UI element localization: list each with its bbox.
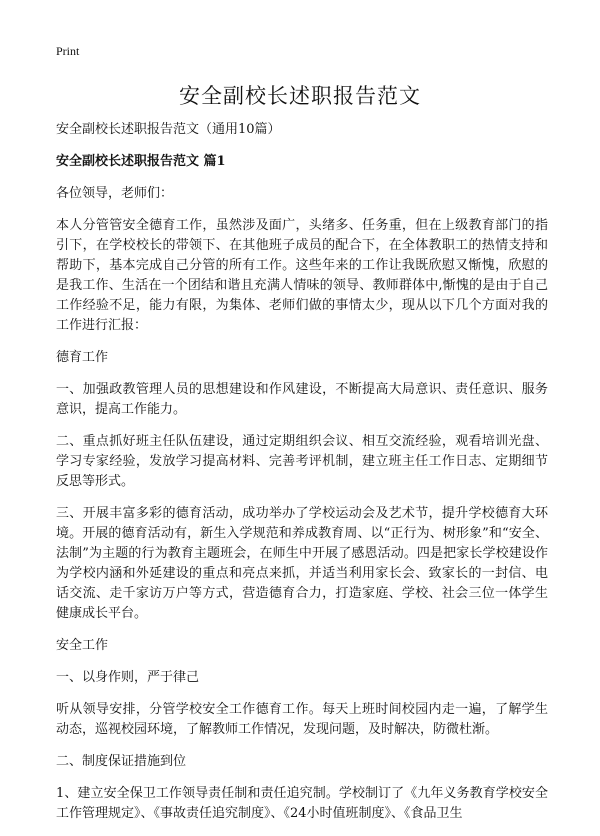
paragraph-greeting: 各位领导，老师们： (56, 186, 174, 201)
subheading-safety: 安全工作 (56, 638, 109, 653)
section-heading: 安全副校长述职报告范文 篇1 (56, 154, 226, 169)
paragraph-moral-1: 一、加强政教管理人员的思想建设和作风建设，不断提高大局意识、责任意识、服务意识，提高工作能力。 (56, 382, 548, 417)
paragraph-safety-2-title: 二、制度保证措施到位 (56, 754, 187, 769)
subheading-moral-education: 德育工作 (56, 350, 109, 365)
paragraph-safety-1-title: 一、以身作则，严于律己 (56, 670, 200, 685)
document-subtitle: 安全副校长述职报告范文（通用10篇） (56, 122, 281, 137)
document-title: 安全副校长述职报告范文 (179, 84, 421, 108)
paragraph-moral-3: 三、开展丰富多彩的德育活动，成功举办了学校运动会及艺术节，提升学校德育大环境。开展的德育活动有，新生入学规范和养成教育周、以“正行为、树形象”和“安全、法制”为主题的行为教育主题班会，在师生中开展了感恩活动。四是把家长学校建设作为学校内涵和外延建设的重点和亮点来抓，并适当利用家长会、致家长的一封信、电话交流、走千家访万户等方式，营造德育合力，打造家庭、学校、社会三位一体学生健康成长平台。 (56, 506, 548, 621)
paragraph-intro: 本人分管管安全德育工作，虽然涉及面广，头绪多、任务重，但在上级教育部门的指引下，在学校校长的带领下、在其他班子成员的配合下，在全体教职工的热情支持和帮助下，基本完成自己分管的所有工作。这些年来的工作让我既欣慰又惭愧，欣慰的是我工作、生活在一个团结和谐且充满人情味的领导、教师群体中,惭愧的是由于自己工作经验不足，能力有限，为集体、老师们做的事情太少，现从以下几个方面对我的工作进行汇报： (56, 218, 548, 333)
document-body (56, 120, 548, 836)
paragraph-safety-1: 听从领导安排，分管学校安全工作德育工作。每天上班时间校园内走一遍，了解学生动态，巡视校园环境，了解教师工作情况，发现问题，及时解决，防微杜渐。 (56, 702, 548, 737)
print-label[interactable]: Print (56, 44, 80, 58)
paragraph-moral-2: 二、重点抓好班主任队伍建设，通过定期组织会议、相互交流经验，观看培训光盘、学习专家经验，发放学习提高材料、完善考评机制，建立班主任工作日志、定期细节反思等形式。 (56, 434, 548, 489)
paragraph-safety-2: 1、建立安全保卫工作领导责任制和责任追究制。学校制订了《九年义务教育学校安全工作管理规定》、《事故责任追究制度》、《24小时值班制度》、《食品卫生 (56, 786, 548, 821)
